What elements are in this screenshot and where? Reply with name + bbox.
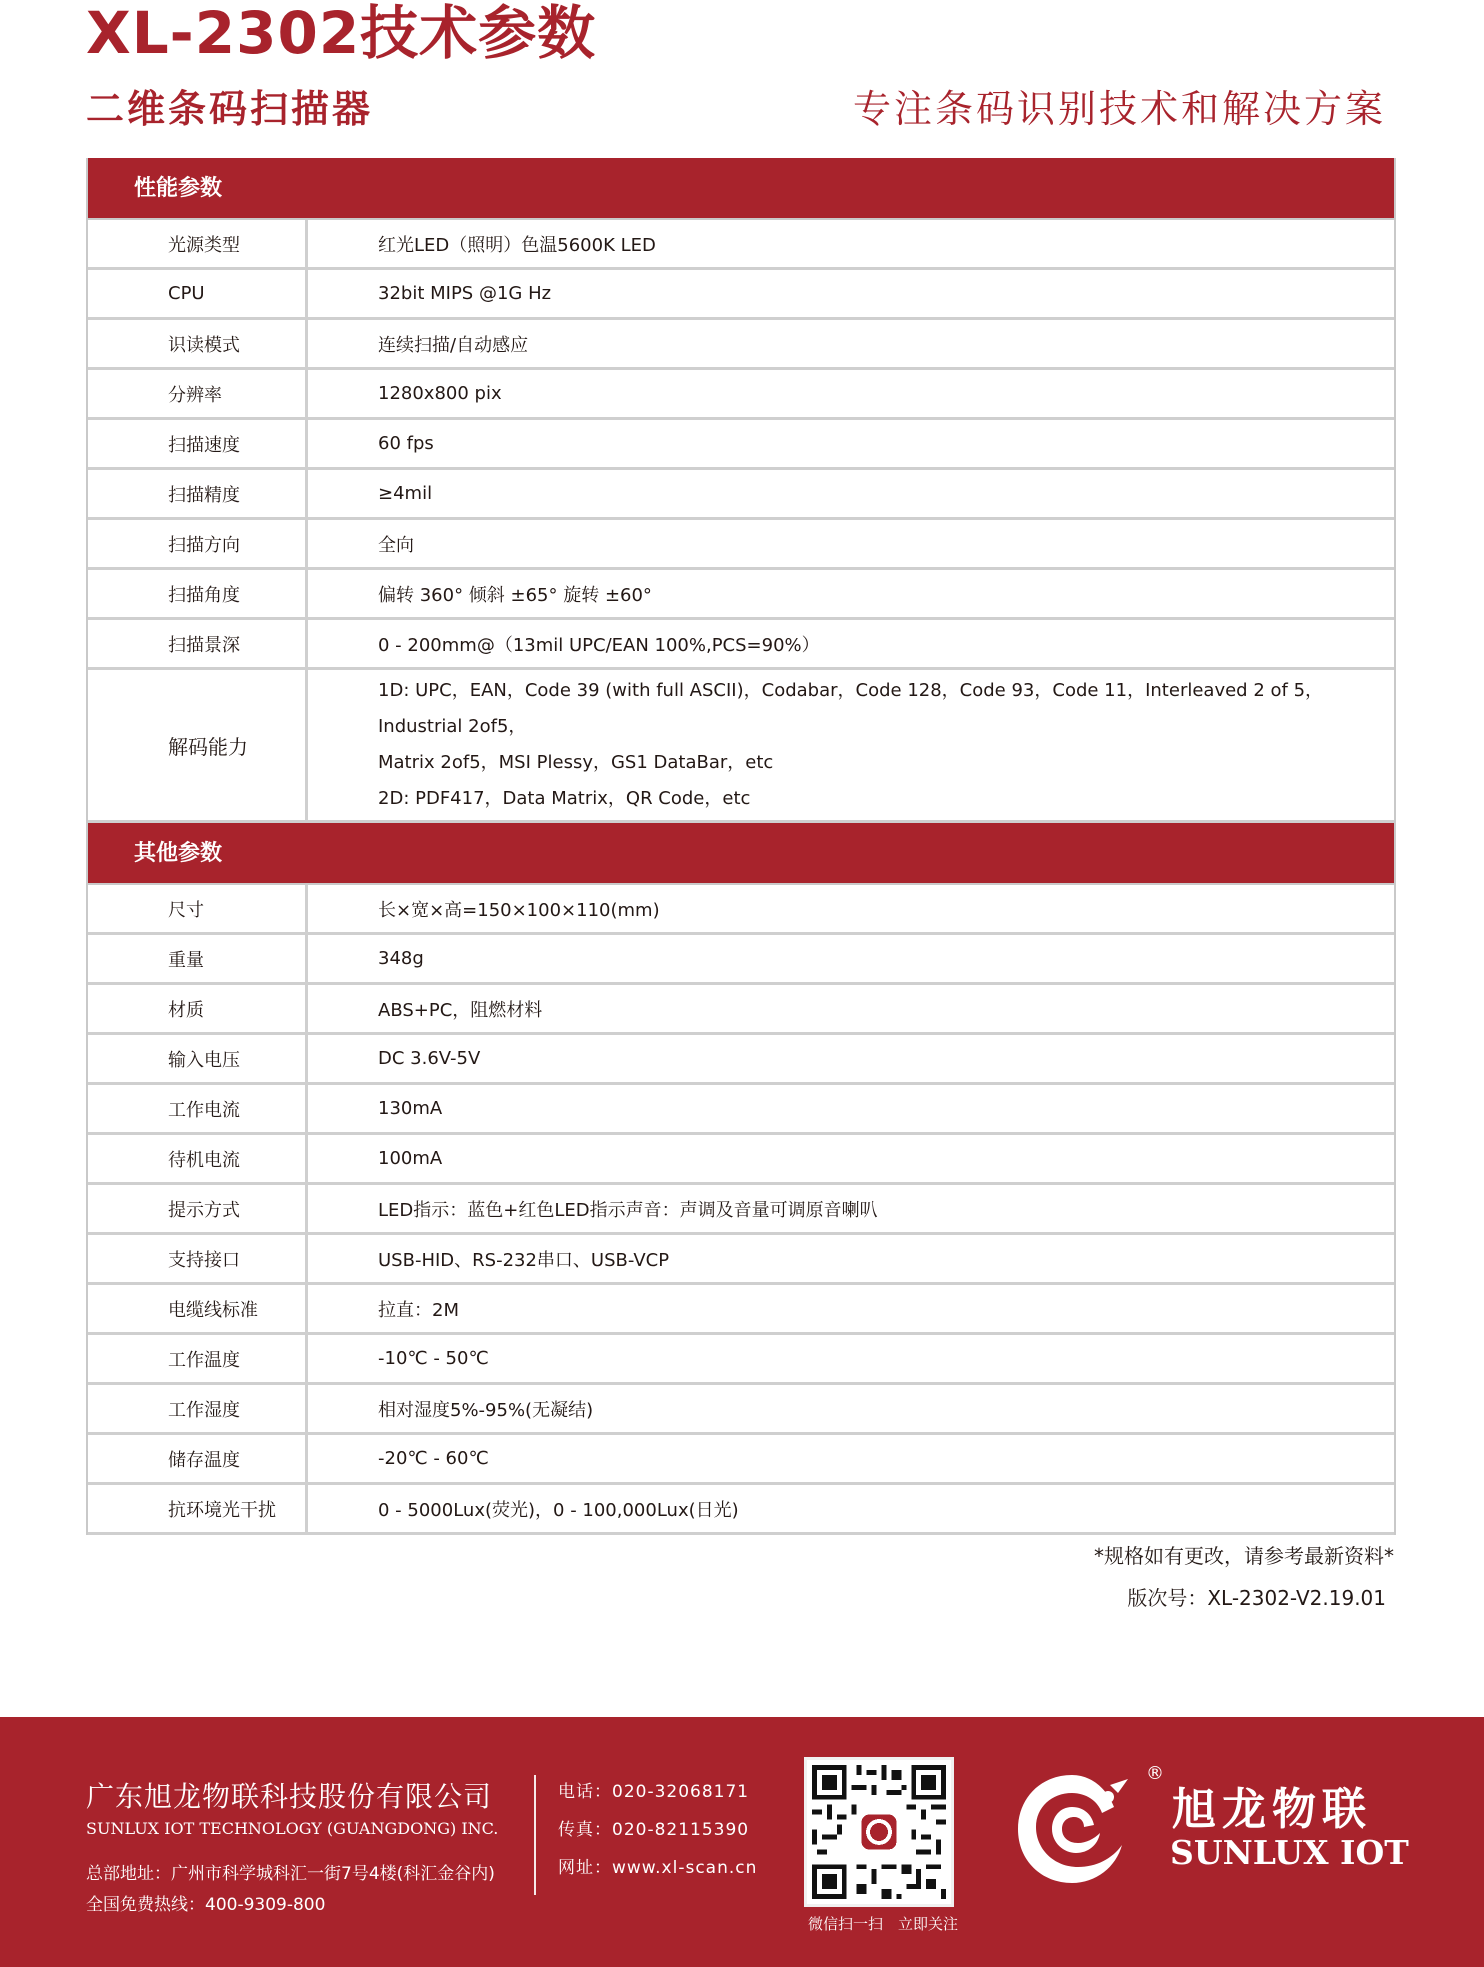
qr-caption: 微信扫一扫 立即关注 bbox=[808, 1915, 959, 1933]
spec-label: 扫描精度 bbox=[88, 470, 308, 517]
decode-line-1d: 1D: UPC，EAN，Code 39 (with full ASCII)，Codabar，Code 128，Code 93，Code 11，Interleaved 2 of 5，Industrial 2of5， bbox=[378, 680, 1324, 737]
spec-value: -10℃ - 50℃ bbox=[378, 1348, 489, 1369]
version-number: 版次号：XL-2302-V2.19.01 bbox=[1127, 1586, 1386, 1610]
section-heading-other: 其他参数 bbox=[88, 823, 1394, 885]
spec-value: ABS+PC，阻燃材料 bbox=[378, 999, 543, 1021]
brand-name-cn: 旭龙物联 bbox=[1172, 1784, 1372, 1835]
table-row bbox=[88, 270, 1394, 320]
spec-value: 32bit MIPS @1G Hz bbox=[378, 283, 552, 304]
table-row bbox=[88, 320, 1394, 370]
spec-label: 重量 bbox=[88, 935, 308, 982]
table-row bbox=[88, 885, 1394, 935]
spec-disclaimer: *规格如有更改，请参考最新资料* bbox=[1094, 1544, 1394, 1568]
company-hotline: 全国免费热线：400-9309-800 bbox=[86, 1895, 326, 1915]
table-row bbox=[88, 370, 1394, 420]
spec-value: 红光LED（照明）色温5600K LED bbox=[378, 234, 656, 256]
dragon-logo-icon bbox=[1012, 1767, 1132, 1891]
table-row bbox=[88, 1335, 1394, 1385]
table-row bbox=[88, 1485, 1394, 1535]
spec-value: 60 fps bbox=[378, 433, 434, 454]
table-row bbox=[88, 1435, 1394, 1485]
table-row bbox=[88, 1085, 1394, 1135]
spec-value: 连续扫描/自动感应 bbox=[378, 334, 529, 356]
table-row bbox=[88, 570, 1394, 620]
spec-label: 材质 bbox=[88, 985, 308, 1032]
table-row bbox=[88, 935, 1394, 985]
spec-value: 130mA bbox=[378, 1098, 443, 1119]
spec-value: 相对湿度5%-95%(无凝结) bbox=[378, 1399, 594, 1421]
spec-value: 0 - 5000Lux(荧光)，0 - 100,000Lux(日光) bbox=[378, 1499, 739, 1521]
spec-label: 识读模式 bbox=[88, 320, 308, 367]
table-row bbox=[88, 1285, 1394, 1335]
spec-label: 储存温度 bbox=[88, 1435, 308, 1482]
spec-value: 100mA bbox=[378, 1148, 443, 1169]
spec-label: 抗环境光干扰 bbox=[88, 1485, 308, 1532]
spec-value: 偏转 360° 倾斜 ±65° 旋转 ±60° bbox=[378, 584, 652, 606]
spec-label: 光源类型 bbox=[88, 220, 308, 267]
spec-label: 尺寸 bbox=[88, 885, 308, 932]
spec-label: 支持接口 bbox=[88, 1235, 308, 1282]
spec-table bbox=[86, 158, 1396, 1535]
spec-value: DC 3.6V-5V bbox=[378, 1048, 481, 1069]
spec-value: 长×宽×高=150×100×110(mm) bbox=[378, 899, 660, 921]
spec-label: 扫描速度 bbox=[88, 420, 308, 467]
decode-line-1d-cont: Matrix 2of5，MSI Plessy，GS1 DataBar，etc bbox=[378, 752, 774, 773]
table-row bbox=[88, 1035, 1394, 1085]
spec-value: USB-HID、RS-232串口、USB-VCP bbox=[378, 1249, 670, 1271]
spec-label: 扫描方向 bbox=[88, 520, 308, 567]
footer bbox=[0, 1717, 1484, 1967]
company-address: 总部地址：广州市科学城科汇一街7号4楼(科汇金谷内) bbox=[86, 1864, 495, 1884]
table-row bbox=[88, 420, 1394, 470]
spec-value: 拉直：2M bbox=[378, 1299, 459, 1321]
spec-label: 解码能力 bbox=[88, 670, 308, 820]
spec-value: LED指示：蓝色+红色LED指示声音：声调及音量可调原音喇叭 bbox=[378, 1199, 878, 1221]
spec-value-decode bbox=[308, 670, 1394, 820]
table-row-decode bbox=[88, 670, 1394, 823]
spec-label: CPU bbox=[88, 270, 308, 317]
spec-value: 1280x800 pix bbox=[378, 383, 502, 404]
contact-fax: 传真：020-82115390 bbox=[558, 1820, 750, 1840]
spec-label: 扫描景深 bbox=[88, 620, 308, 667]
page-title: XL-2302技术参数 bbox=[86, 0, 597, 67]
footer-divider bbox=[534, 1775, 536, 1895]
company-name-cn: 广东旭龙物联科技股份有限公司 bbox=[86, 1780, 493, 1813]
qr-code-icon bbox=[804, 1757, 954, 1907]
contact-website[interactable]: 网址：www.xl-scan.cn bbox=[558, 1858, 758, 1878]
spec-label: 电缆线标准 bbox=[88, 1285, 308, 1332]
section-heading-performance: 性能参数 bbox=[88, 158, 1394, 220]
product-subtitle: 二维条码扫描器 bbox=[86, 87, 374, 131]
spec-label: 扫描角度 bbox=[88, 570, 308, 617]
table-row bbox=[88, 620, 1394, 670]
spec-label: 工作温度 bbox=[88, 1335, 308, 1382]
table-row bbox=[88, 1235, 1394, 1285]
table-row bbox=[88, 1385, 1394, 1435]
company-slogan: 专注条码识别技术和解决方案 bbox=[852, 87, 1386, 131]
contact-phone: 电话：020-32068171 bbox=[558, 1782, 750, 1802]
table-row bbox=[88, 520, 1394, 570]
spec-label: 工作电流 bbox=[88, 1085, 308, 1132]
table-row bbox=[88, 220, 1394, 270]
spec-value: -20℃ - 60℃ bbox=[378, 1448, 489, 1469]
decode-line-2d: 2D: PDF417，Data Matrix，QR Code，etc bbox=[378, 788, 751, 809]
brand-name-en: SUNLUX IOT bbox=[1170, 1833, 1409, 1872]
table-row bbox=[88, 470, 1394, 520]
spec-value: ≥4mil bbox=[378, 483, 433, 504]
spec-label: 待机电流 bbox=[88, 1135, 308, 1182]
spec-label: 工作湿度 bbox=[88, 1385, 308, 1432]
spec-label: 提示方式 bbox=[88, 1185, 308, 1232]
spec-value: 348g bbox=[378, 948, 424, 969]
company-name-en: SUNLUX IOT TECHNOLOGY (GUANGDONG) INC. bbox=[86, 1819, 499, 1838]
spec-label: 分辨率 bbox=[88, 370, 308, 417]
table-row bbox=[88, 985, 1394, 1035]
table-row bbox=[88, 1185, 1394, 1235]
spec-label: 输入电压 bbox=[88, 1035, 308, 1082]
registered-mark: ® bbox=[1146, 1763, 1164, 1784]
spec-value: 全向 bbox=[378, 534, 414, 556]
table-row bbox=[88, 1135, 1394, 1185]
spec-value: 0 - 200mm@（13mil UPC/EAN 100%,PCS=90%） bbox=[378, 634, 820, 656]
